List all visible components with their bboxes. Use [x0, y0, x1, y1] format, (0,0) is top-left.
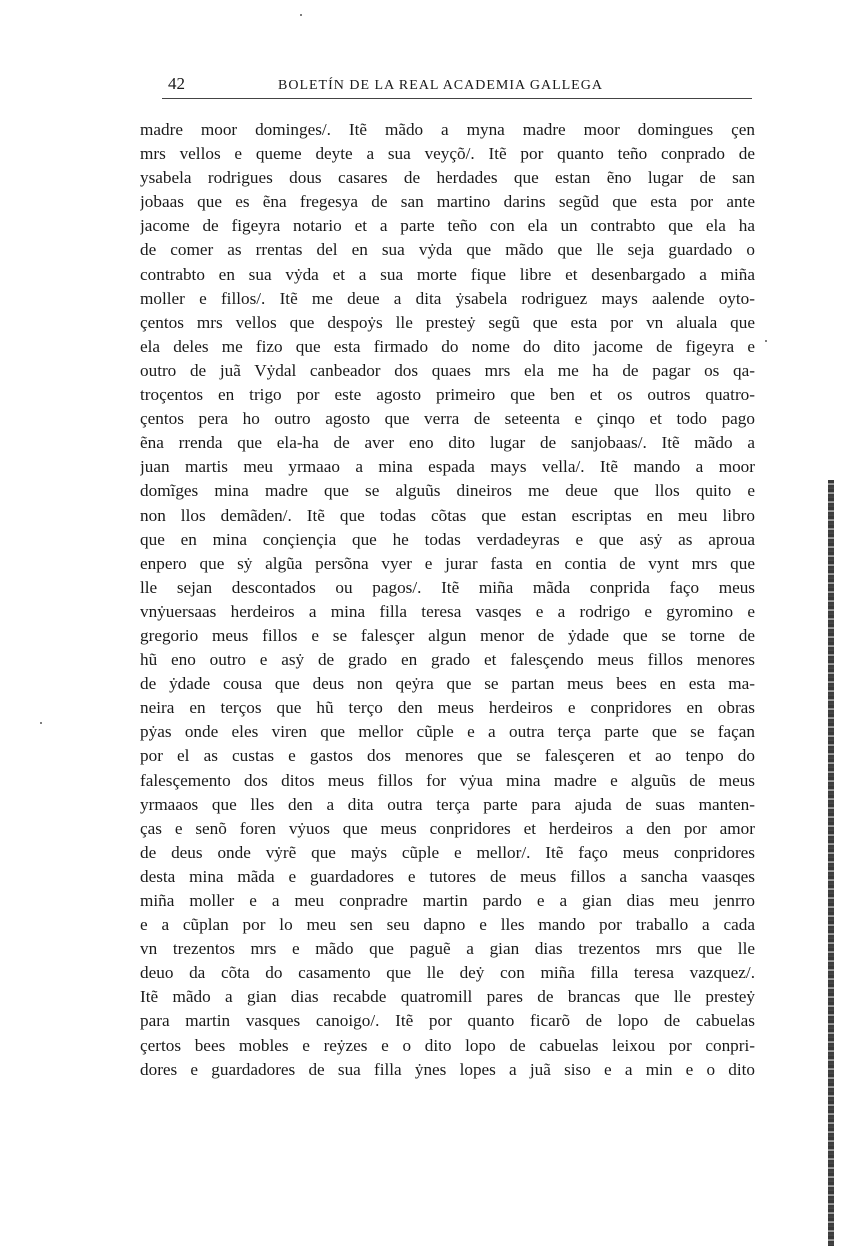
scan-edge-shadow: [828, 480, 834, 1246]
text-line: Itẽ mãdo a gian dias recabde quatromill pares de brancas que lle presteẏ: [140, 987, 755, 1007]
scan-speck: [300, 14, 302, 16]
text-line: deuo da cõta do casamento que lle deẏ con miña filla teresa vazquez/.: [140, 963, 755, 983]
page-header: [168, 74, 750, 100]
text-line: e a cũplan por lo meu sen seu dapno e lles mando por traballo a cada: [140, 915, 755, 935]
text-line: outro de juã Vẏdal canbeador dos quaes mrs ela me ha de pagar os qa-: [140, 360, 755, 380]
text-line: madre moor dominges/. Itẽ mãdo a myna madre moor domingues çen: [140, 120, 755, 139]
text-line: non llos demãden/. Itẽ que todas cõtas que estan escriptas en meu libro: [140, 505, 755, 525]
text-line: que en mina conçiençia que he todas verdadeyras e que asẏ as aproua: [140, 529, 755, 549]
text-line: ela deles me fizo que esta firmado do nome do dito jacome de figeyra e: [140, 336, 755, 356]
text-line: falesçemento dos ditos meus fillos for vẏua mina madre e alguũs de meus: [140, 770, 755, 790]
header-rule: [162, 98, 752, 99]
page-number: 42: [168, 74, 185, 93]
text-line: çentos pera ho outro agosto que verra de seteenta e çinqo et todo pago: [140, 409, 755, 429]
scan-speck: [40, 722, 42, 724]
scan-speck: [765, 340, 767, 342]
running-title: BOLETÍN DE LA REAL ACADEMIA GALLEGA: [278, 78, 603, 93]
text-line: de ẏdade cousa que deus non qeẏra que se partan meus bees en esta ma-: [140, 674, 755, 694]
text-line: çentos mrs vellos que despoẏs lle presteẏ segũ que esta por vn aluala que: [140, 312, 755, 332]
text-line: de deus onde vẏrẽ que maẏs cũple e mellor/. Itẽ faço meus conpridores: [140, 842, 755, 862]
text-line: mrs vellos e queme deyte a sua veyçõ/. Itẽ por quanto teño conprado de: [140, 144, 755, 164]
text-line: domĩges mina madre que se alguũs dineiros me deue que llos quito e: [140, 481, 755, 501]
text-line: ças e senõ foren vẏuos que meus conpridores et herdeiros a den por amor: [140, 818, 755, 838]
text-line: troçentos en trigo por este agosto primeiro que ben et os outros quatro-: [140, 385, 755, 405]
text-line: hũ eno outro e asẏ de grado en grado et falesçendo meus fillos menores: [140, 650, 755, 670]
text-line: de comer as rrentas del en sua vẏda que mãdo que lle seja guardado o: [140, 240, 755, 260]
text-line: moller e fillos/. Itẽ me deue a dita ẏsabela rodriguez mays aalende oyto-: [140, 288, 755, 308]
text-line: jacome de figeyra notario et a parte teño con ela un contrabto que ela ha: [140, 216, 755, 236]
body-text: [140, 118, 755, 1082]
text-line: juan martis meu yrmaao a mina espada mays vella/. Itẽ mando a moor: [140, 457, 755, 477]
text-line: enpero que sẏ algũa persõna vyer e jurar fasta en contia de vynt mrs que: [140, 553, 755, 573]
text-line: lle sejan descontados ou pagos/. Itẽ miña mãda conprida faço meus: [140, 577, 755, 597]
text-line: jobaas que es ẽna fregesya de san martino darins segũd que esta por ante: [140, 192, 755, 212]
text-line: çertos bees mobles e reẏzes e o dito lopo de cabuelas leixou por conpri-: [140, 1035, 755, 1055]
text-line: dores e guardadores de sua filla ẏnes lopes a juã siso e a min e o dito: [140, 1059, 755, 1079]
text-line: para martin vasques canoigo/. Itẽ por quanto ficarõ de lopo de cabuelas: [140, 1011, 755, 1031]
text-line: yrmaaos que lles den a dita outra terça parte para ajuda de suas manten-: [140, 794, 755, 814]
text-line: contrabto en sua vẏda et a sua morte fique libre et desenbargado a miña: [140, 264, 755, 284]
text-line: vn trezentos mrs e mãdo que paguẽ a gian dias trezentos mrs que lle: [140, 939, 755, 959]
text-line: ysabela rodrigues dous casares de herdades que estan ẽno lugar de san: [140, 168, 755, 188]
text-line: ẽna rrenda que ela-ha de aver eno dito lugar de sanjobaas/. Itẽ mãdo a: [140, 433, 755, 453]
text-line: vnẏuersaas herdeiros a mina filla teresa vasqes e a rodrigo e gyromino e: [140, 601, 755, 621]
text-line: desta mina mãda e guardadores e tutores de meus fillos a sancha vaasqes: [140, 866, 755, 886]
text-line: miña moller e a meu conpradre martin pardo e a gian dias meu jenrro: [140, 891, 755, 910]
text-line: gregorio meus fillos e se falesçer algun menor de ẏdade que se torne de: [140, 625, 755, 645]
text-line: pẏas onde eles viren que mellor cũple e a outra terça parte que se façan: [140, 722, 755, 742]
text-line: neira en terços que hũ terço den meus herdeiros e conpridores en obras: [140, 698, 755, 718]
text-line: por el as custas e gastos dos menores que se falesçeren et ao tenpo do: [140, 746, 755, 766]
